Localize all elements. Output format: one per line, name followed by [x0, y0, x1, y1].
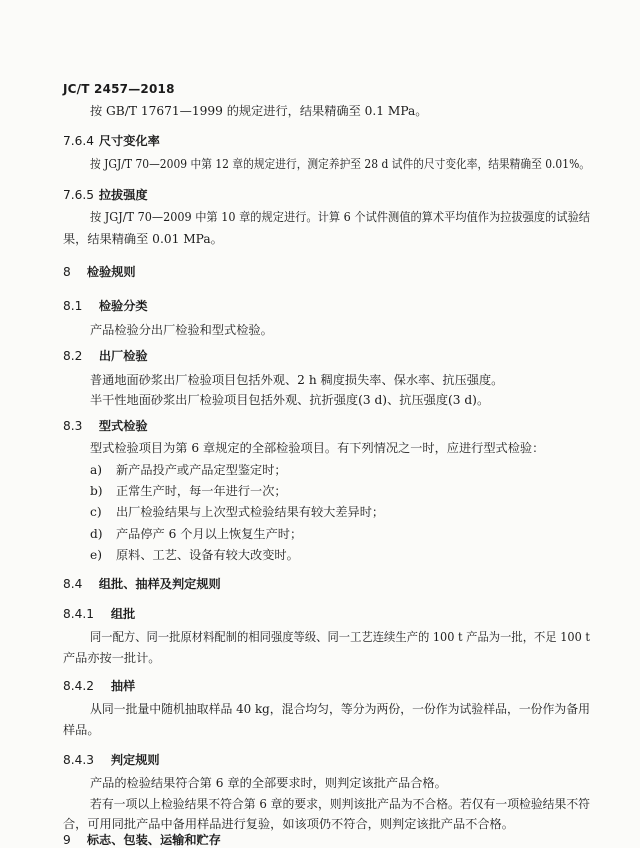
section-number: 7.6.5	[63, 188, 95, 202]
list-item	[90, 528, 302, 540]
list-text: 正常生产时，每一年进行一次；	[116, 484, 287, 498]
paragraph-8-4-3-line-2: 若有一项以上检验结果不符合第 6 章的要求，则判该批产品为不合格。若仅有一项检验结果不符	[90, 797, 591, 811]
section-number: 8.4.3	[63, 753, 95, 767]
heading-8-4-2	[63, 680, 135, 692]
paragraph-8-2-line-1: 普通地面砂浆出厂检验项目包括外观、2 h 稠度损失率、保水率、抗压强度。	[90, 373, 504, 387]
paragraph-8-2-line-2: 半干性地面砂浆出厂检验项目包括外观、抗折强度(3 d)、抗压强度(3 d)。	[90, 393, 490, 407]
heading-8-3	[63, 420, 148, 432]
list-marker: d)	[90, 527, 103, 541]
section-number: 8	[63, 265, 71, 279]
list-item	[90, 485, 287, 497]
heading-9	[63, 834, 221, 846]
heading-7-6-5	[63, 189, 148, 201]
standard-code-header: JC/T 2457—2018	[63, 82, 175, 96]
paragraph-764: 按 JGJ/T 70—2009 中第 12 章的规定进行，测定养护至 28 d 试件的尺寸变化率，结果精确至 0.01%。	[90, 157, 590, 171]
section-title: 检验分类	[98, 299, 148, 313]
heading-7-6-4	[63, 135, 160, 147]
list-item	[90, 549, 299, 561]
paragraph-765-line-1: 按 JGJ/T 70—2009 中第 10 章的规定进行。计算 6 个试件测值的算术平均值作为拉拔强度的试验结	[90, 210, 591, 224]
section-number: 8.4.1	[63, 607, 95, 621]
section-number: 8.1	[63, 299, 83, 313]
section-title: 检验规则	[86, 265, 136, 279]
section-title: 出厂检验	[98, 349, 148, 363]
paragraph-8-4-1-line-1: 同一配方、同一批原材料配制的相同强度等级、同一工艺连续生产的 100 t 产品为一批，不足 100 t	[90, 630, 590, 644]
list-text: 原料、工艺、设备有较大改变时。	[116, 548, 299, 562]
section-title: 型式检验	[98, 419, 148, 433]
list-item	[90, 506, 384, 518]
list-text: 出厂检验结果与上次型式检验结果有较大差异时；	[116, 505, 385, 519]
paragraph-761-tail: 按 GB/T 17671—1999 的规定进行，结果精确至 0.1 MPa。	[90, 104, 428, 118]
section-number: 8.4	[63, 577, 83, 591]
paragraph-8-4-2-line-1: 从同一批量中随机抽取样品 40 kg，混合均匀，等分为两份，一份作为试验样品，一份作为备用	[90, 702, 590, 716]
heading-8-2	[63, 350, 148, 362]
section-title: 标志、包装、运输和贮存	[86, 833, 221, 847]
paragraph-8-4-3-line-3: 合，可用同批产品中备用样品进行复验，如该项仍不符合，则判定该批产品不合格。	[63, 817, 514, 831]
section-number: 9	[63, 833, 71, 847]
section-title: 尺寸变化率	[98, 134, 160, 148]
paragraph-8-4-2-line-2: 样品。	[63, 723, 100, 737]
section-number: 8.4.2	[63, 679, 95, 693]
list-text: 产品停产 6 个月以上恢复生产时；	[116, 527, 303, 541]
paragraph-8-4-1-line-2: 产品亦按一批计。	[63, 651, 161, 665]
section-title: 组批	[110, 607, 136, 621]
list-marker: c)	[90, 505, 102, 519]
section-title: 组批、抽样及判定规则	[98, 577, 221, 591]
section-title: 抽样	[110, 679, 136, 693]
heading-8	[63, 266, 136, 278]
section-title: 拉拔强度	[98, 188, 148, 202]
list-text: 新产品投产或产品定型鉴定时；	[116, 463, 287, 477]
section-number: 8.2	[63, 349, 83, 363]
heading-8-1	[63, 300, 148, 312]
paragraph-8-4-3-line-1: 产品的检验结果符合第 6 章的全部要求时，则判定该批产品合格。	[90, 776, 447, 790]
paragraph-8-3: 型式检验项目为第 6 章规定的全部检验项目。有下列情况之一时，应进行型式检验：	[90, 441, 545, 455]
paragraph-765-line-2: 果，结果精确至 0.01 MPa。	[63, 232, 223, 246]
section-number: 7.6.4	[63, 134, 95, 148]
heading-8-4	[63, 578, 221, 590]
section-number: 8.3	[63, 419, 83, 433]
heading-8-4-3	[63, 754, 160, 766]
paragraph-8-1: 产品检验分出厂检验和型式检验。	[90, 323, 273, 337]
list-marker: a)	[90, 463, 103, 477]
section-title: 判定规则	[110, 753, 160, 767]
list-item	[90, 464, 287, 476]
heading-8-4-1	[63, 608, 135, 620]
list-marker: b)	[90, 484, 103, 498]
list-marker: e)	[90, 548, 102, 562]
